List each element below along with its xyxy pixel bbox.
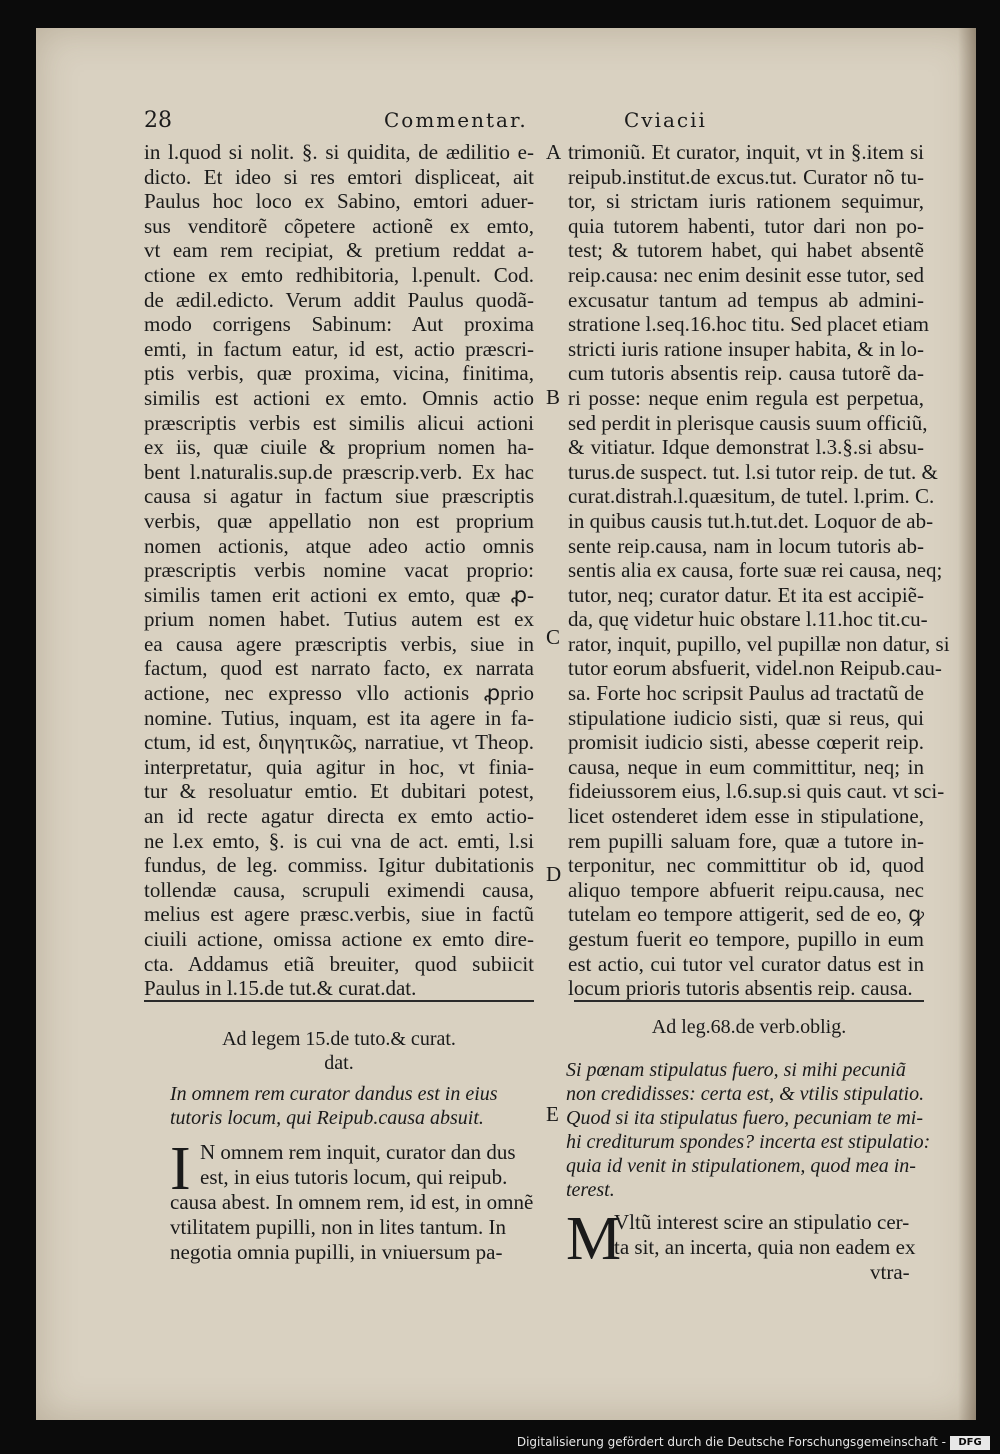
text-line: quia tutorem habenti, tutor dari non po-: [568, 213, 924, 238]
text-line: terponitur, nec committitur ob id, quod: [568, 853, 924, 878]
text-line: cta. Addamus etiã breuiter, quod subiicit: [144, 951, 534, 976]
body-line: N omnem rem inquit, curator dan dus: [200, 1140, 516, 1164]
section-summary-right: [566, 1058, 931, 1202]
text-line: locum prioris tutoris absentis reip. causa.: [568, 976, 913, 1001]
text-line: causa, neque in eum committitur, neq; in: [568, 754, 924, 779]
summary-line: In omnem rem curator dandus est in eius: [170, 1083, 498, 1105]
text-line: ri posse: neque enim regula est perpetua,: [568, 385, 924, 410]
summary-line: terest.: [566, 1179, 615, 1201]
section-rule-left: [144, 1000, 534, 1002]
text-line: sed perdit in plerisque causis suum officiũ,: [568, 410, 928, 435]
text-line: rem pupilli saluam fore, quæ a tutore in-: [568, 828, 924, 853]
drop-cap-right: M: [566, 1205, 622, 1273]
margin-letter-a: A: [546, 140, 562, 164]
body-line: causa abest. In omnem rem, id est, in omnẽ: [170, 1190, 534, 1214]
body-line: negotia omnia pupilli, in vniuersum pa-: [170, 1240, 503, 1264]
text-line: trimoniũ. Et curator, inquit, vt in §.item si: [568, 140, 924, 164]
text-line: tur & resoluatur emtio. Et dubitari potest,: [144, 779, 534, 804]
text-line: promisit iudicio sisti, abesse cœperit reip.: [568, 730, 924, 755]
running-head: [144, 106, 844, 140]
text-line: prium nomen habet. Tutius autem est ex: [144, 607, 534, 632]
body-line: est, in eius tutoris locum, qui reipub.: [200, 1165, 508, 1189]
left-column-text: [144, 140, 534, 1001]
right-column-text: [568, 140, 950, 1001]
section-heading-right: Ad leg.68.de verb.oblig.: [651, 1016, 847, 1038]
text-line: est actio, cui tutor vel curator datus est in: [568, 951, 924, 976]
section-body-left-cont: [170, 1190, 534, 1265]
body-line: vtilitatem pupilli, non in lites tantum. In: [170, 1215, 506, 1239]
text-line: nomen actionis, atque adeo actio omnis: [144, 533, 534, 558]
text-line: ex iis, quæ ciuile & proprium nomen ha-: [144, 435, 534, 460]
section-summary-left: [170, 1082, 530, 1130]
text-line: bent l.naturalis.sup.de præscrip.verb. Ex hac: [144, 459, 534, 484]
text-line: vt eam rem recipiat, & pretium reddat a-: [144, 238, 534, 263]
text-line: similis est actioni ex emto. Omnis actio: [144, 385, 534, 410]
running-head-title: Commentar.: [384, 108, 528, 132]
text-line: tollendæ causa, scrupuli eximendi causa,: [144, 877, 534, 902]
text-line: ctione ex emto redhibitoria, l.penult. Cod.: [144, 262, 534, 287]
text-line: melius est agere præsc.verbis, siue in factũ: [144, 902, 534, 927]
text-line: causa si agatur in factum siue præscriptis: [144, 484, 534, 509]
drop-cap-left: I: [170, 1135, 191, 1203]
text-line: emti, in factum eatur, id est, actio præscri-: [144, 336, 534, 361]
text-line: excusatur tantum ad tempus ab admini-: [568, 287, 924, 312]
text-line: ne l.ex emto, §. is cui vna de act. emti, l.si: [144, 828, 534, 853]
text-line: aliquo tempore abfuerit reipu.causa, nec: [568, 877, 924, 902]
text-line: sa. Forte hoc scripsit Paulus ad tractatũ de: [568, 681, 924, 706]
summary-line: hi crediturum spondes? incerta est stipulatio:: [566, 1131, 931, 1153]
section-heading-left: Ad legem 15.de tuto.& curat.: [222, 1028, 456, 1050]
text-line: similis tamen erit actioni ex emto, quæ ꝓ-: [144, 582, 534, 607]
text-line: modo corrigens Sabinum: Aut proxima: [144, 312, 534, 337]
text-line: fundus, de leg. commiss. Igitur dubitationis: [144, 853, 534, 878]
text-line: actione, nec expresso vllo actionis ꝓprio: [144, 681, 534, 706]
text-line: licet ostenderet idem esse in stipulatione,: [568, 804, 924, 829]
body-line: ta sit, an incerta, quia non eadem ex: [614, 1235, 916, 1259]
text-line: verbis, quæ appellatio non est proprium: [144, 508, 534, 533]
text-line: in quibus causis tut.h.tut.det. Loquor de ab-: [568, 508, 934, 533]
text-line: de ædil.edicto. Verum addit Paulus quodã-: [144, 287, 534, 312]
text-line: tutelam eo tempore attigerit, sed de eo, ꝙ: [568, 902, 924, 927]
page-number: 28: [144, 108, 172, 133]
text-line: ea causa agere præscriptis verbis, siue in: [144, 631, 534, 656]
text-line: interpretatur, quia agitur in hoc, vt finia-: [144, 754, 534, 779]
text-line: sentis alia ex causa, forte suæ rei causa, neq;: [568, 558, 943, 583]
text-line: tutor eorum absfuerit, videl.non Reipub.cau-: [568, 656, 942, 681]
text-line: cum tutoris absentis reip. causa tutorẽ da-: [568, 361, 924, 386]
text-line: tutor, neq; curator datur. Et ita est accipiẽ-: [568, 582, 924, 607]
text-line: & vitiatur. Idque demonstrat l.3.§.si absu-: [568, 435, 924, 460]
text-line: Paulus in l.15.de tut.& curat.dat.: [144, 976, 417, 1001]
margin-letter-b: B: [546, 385, 561, 409]
text-line: sus venditorẽ cõpetere actionẽ ex emto,: [144, 213, 534, 238]
text-line: nomine. Tutius, inquam, est ita agere in fa-: [144, 705, 534, 730]
text-line: reip.causa: nec enim desinit esse tutor, sed: [568, 262, 925, 287]
text-line: Paulus hoc loco ex Sabino, emtori aduer-: [144, 189, 534, 214]
summary-line: Quod si ita stipulatus fuero, pecuniam te mi-: [566, 1107, 924, 1129]
summary-line: non credidisses: certa est, & vtilis stipulatio.: [566, 1083, 925, 1105]
text-line: stricti iuris ratione insuper habita, & in lo-: [568, 336, 924, 361]
summary-line: tutoris locum, qui Reipub.causa absuit.: [170, 1107, 484, 1129]
text-line: turus.de suspect. tut. l.si tutor reip. de tut. &: [568, 459, 938, 484]
text-line: ciuili actione, omissa actione ex emto dire-: [144, 927, 534, 951]
text-line: reipub.institut.de excus.tut. Curator nõ tu-: [568, 164, 924, 189]
text-line: sente reip.causa, nam in locum tutoris ab-: [568, 533, 924, 558]
text-line: curat.distrah.l.quæsitum, de tutel. l.prim. C.: [568, 484, 935, 509]
text-line: test; & tutorem habet, qui habet absentẽ: [568, 238, 924, 263]
section-body-left: [200, 1140, 534, 1190]
catchword: [870, 1260, 930, 1285]
text-line: præscriptis verbis est similis alicui actioni: [144, 410, 534, 435]
text-line: in l.quod si nolit. §. si quidita, de ædilitio e-: [144, 140, 534, 164]
text-line: dicto. Et ideo si res emtori displiceat, ait: [144, 164, 534, 189]
text-line: fideiussorem eius, l.6.sup.si quis caut. vt sci-: [568, 779, 945, 804]
margin-letter-c: C: [546, 625, 561, 649]
margin-letter-e: E: [546, 1102, 559, 1126]
dfg-logo-icon: DFG: [950, 1436, 990, 1450]
running-head-author: Cviacii: [624, 108, 707, 132]
text-line: an id recte agatur directa ex emto actio-: [144, 804, 534, 829]
text-line: stratione l.seq.16.hoc titu. Sed placet etiam: [568, 312, 929, 337]
summary-line: quia id venit in stipulationem, quod mea in-: [566, 1155, 916, 1177]
text-line: factum, quod est narrato facto, ex narrata: [144, 656, 534, 681]
text-line: gestum fuerit eo tempore, pupillo in eum: [568, 927, 924, 951]
catchword-text: vtra-: [870, 1260, 910, 1284]
text-line: ctum, id est, διηγητικῶς, narratiue, vt Theop.: [144, 730, 534, 755]
margin-letter-d: D: [546, 862, 562, 886]
section-heading-left-cont: dat.: [324, 1052, 354, 1074]
text-line: ptis verbis, quæ proxima, vicina, finitima,: [144, 361, 534, 386]
text-line: rator, inquit, pupillo, vel pupillæ non datur, si: [568, 631, 950, 656]
body-line: Vltũ interest scire an stipulatio cer-: [614, 1210, 910, 1234]
text-line: da, quę videtur huic obstare l.11.hoc tit.cu-: [568, 607, 928, 632]
text-line: stipulatione iudicio sisti, quæ si reus, qui: [568, 705, 924, 730]
summary-line: Si pœnam stipulatus fuero, si mihi pecuniã: [566, 1059, 906, 1081]
footer-credit: Digitalisierung gefördert durch die Deutsche Forschungsgemeinschaft -: [516, 1435, 946, 1449]
section-rule-right: [574, 1000, 924, 1002]
text-line: præscriptis verbis nomine vacat proprio:: [144, 558, 534, 583]
text-line: tor, si strictam iuris rationem sequimur,: [568, 189, 924, 214]
section-body-right: [614, 1210, 924, 1260]
